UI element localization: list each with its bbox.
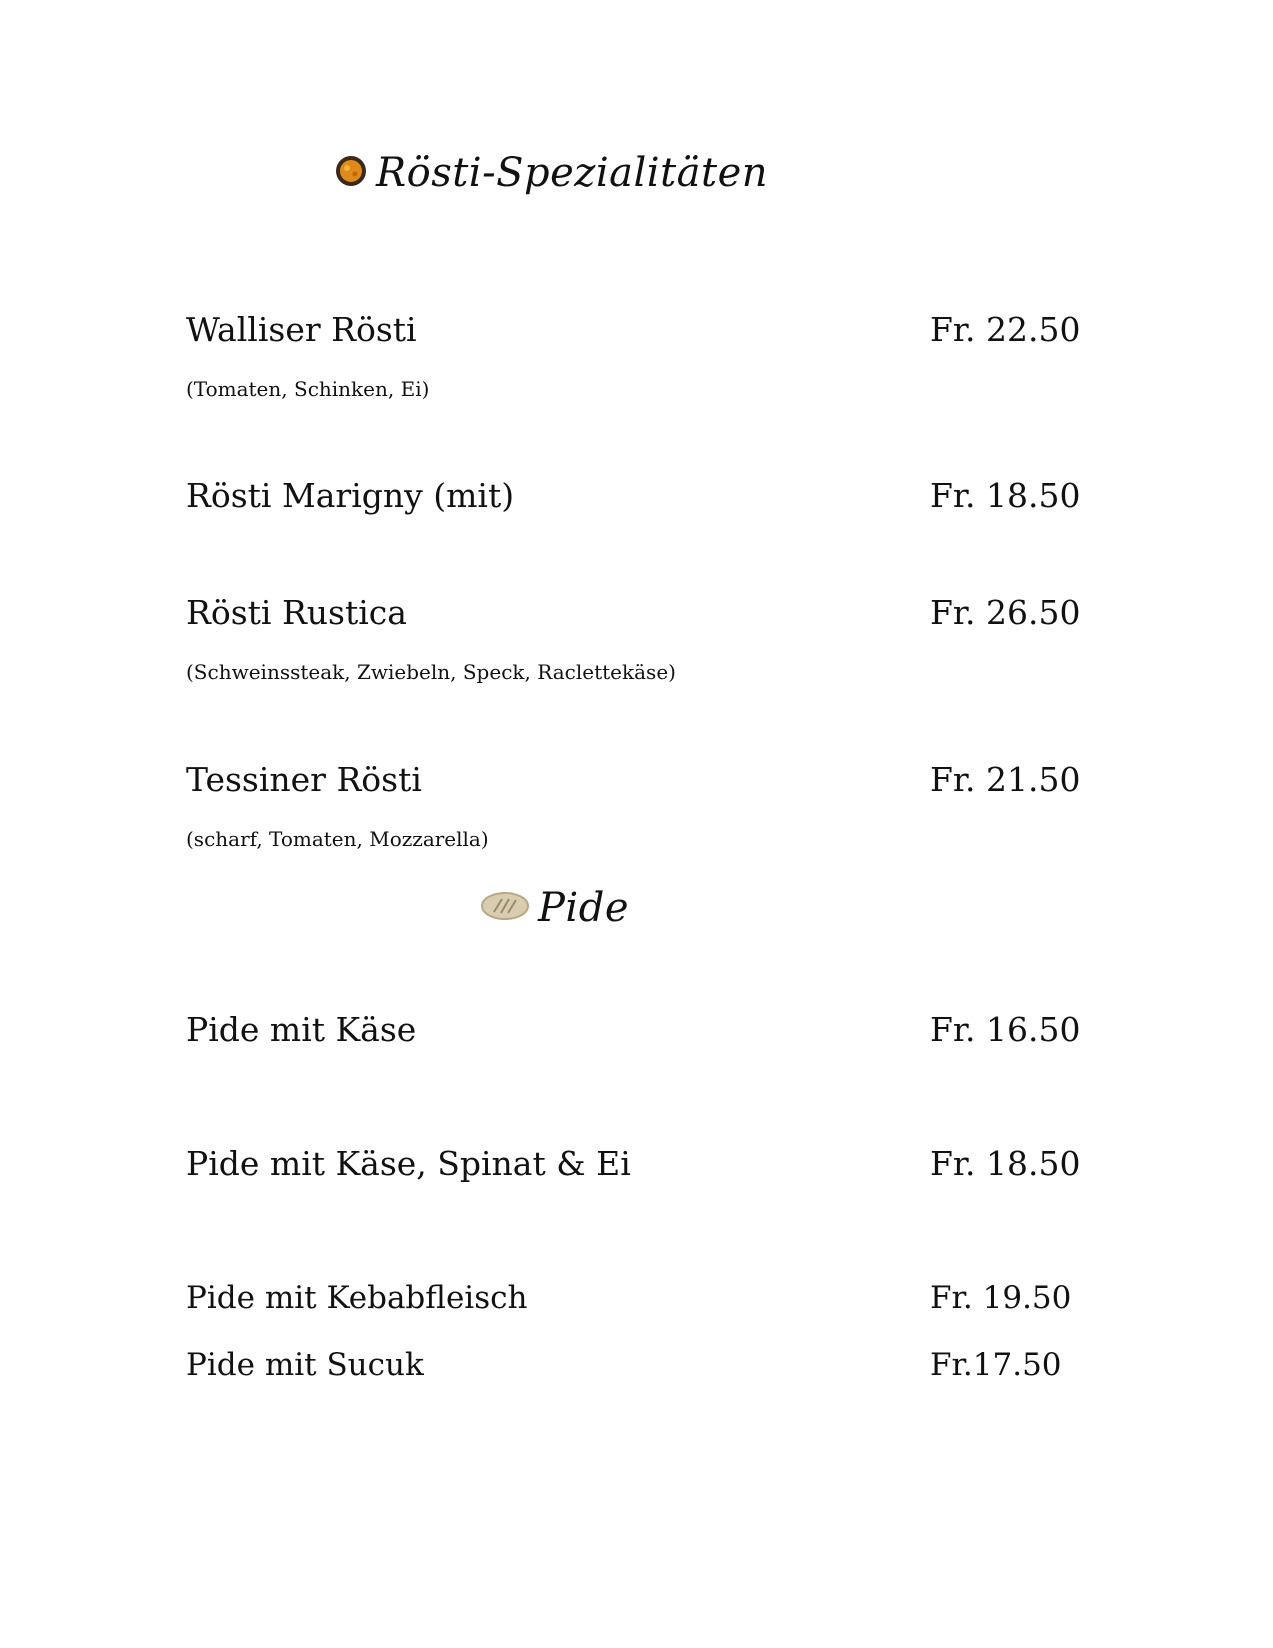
menu-item-name: Rösti Marigny (mit) [186,476,515,515]
section-title: Rösti-Spezialitäten [376,150,769,196]
menu-item-price: Fr. 26.50 [930,593,1081,632]
pide-bread-icon [480,890,530,926]
menu-item-price: Fr. 21.50 [930,760,1081,799]
menu-item-description: (Schweinssteak, Zwiebeln, Speck, Raclettekäse) [186,660,676,684]
menu-item-price: Fr. 18.50 [930,1144,1081,1183]
menu-item-name: Pide mit Kebabfleisch [186,1280,528,1316]
menu-item-name: Walliser Rösti [186,310,417,349]
section-heading-rosti [334,150,768,196]
section-title: Pide [538,885,629,931]
section-heading-pide [480,885,629,931]
menu-item-price: Fr. 18.50 [930,476,1081,515]
menu-item-name: Rösti Rustica [186,593,407,632]
menu-item-price: Fr. 19.50 [930,1280,1072,1316]
menu-item-name: Pide mit Käse [186,1010,417,1049]
menu-item-name: Tessiner Rösti [186,760,422,799]
menu-item-price: Fr. 22.50 [930,310,1081,349]
menu-item-price: Fr.17.50 [930,1347,1062,1383]
rosti-pan-icon [334,154,368,192]
menu-item-name: Pide mit Käse, Spinat & Ei [186,1144,631,1183]
menu-item-description: (Tomaten, Schinken, Ei) [186,377,430,401]
menu-item-description: (scharf, Tomaten, Mozzarella) [186,827,489,851]
menu-item-name: Pide mit Sucuk [186,1347,424,1383]
menu-item-price: Fr. 16.50 [930,1010,1081,1049]
